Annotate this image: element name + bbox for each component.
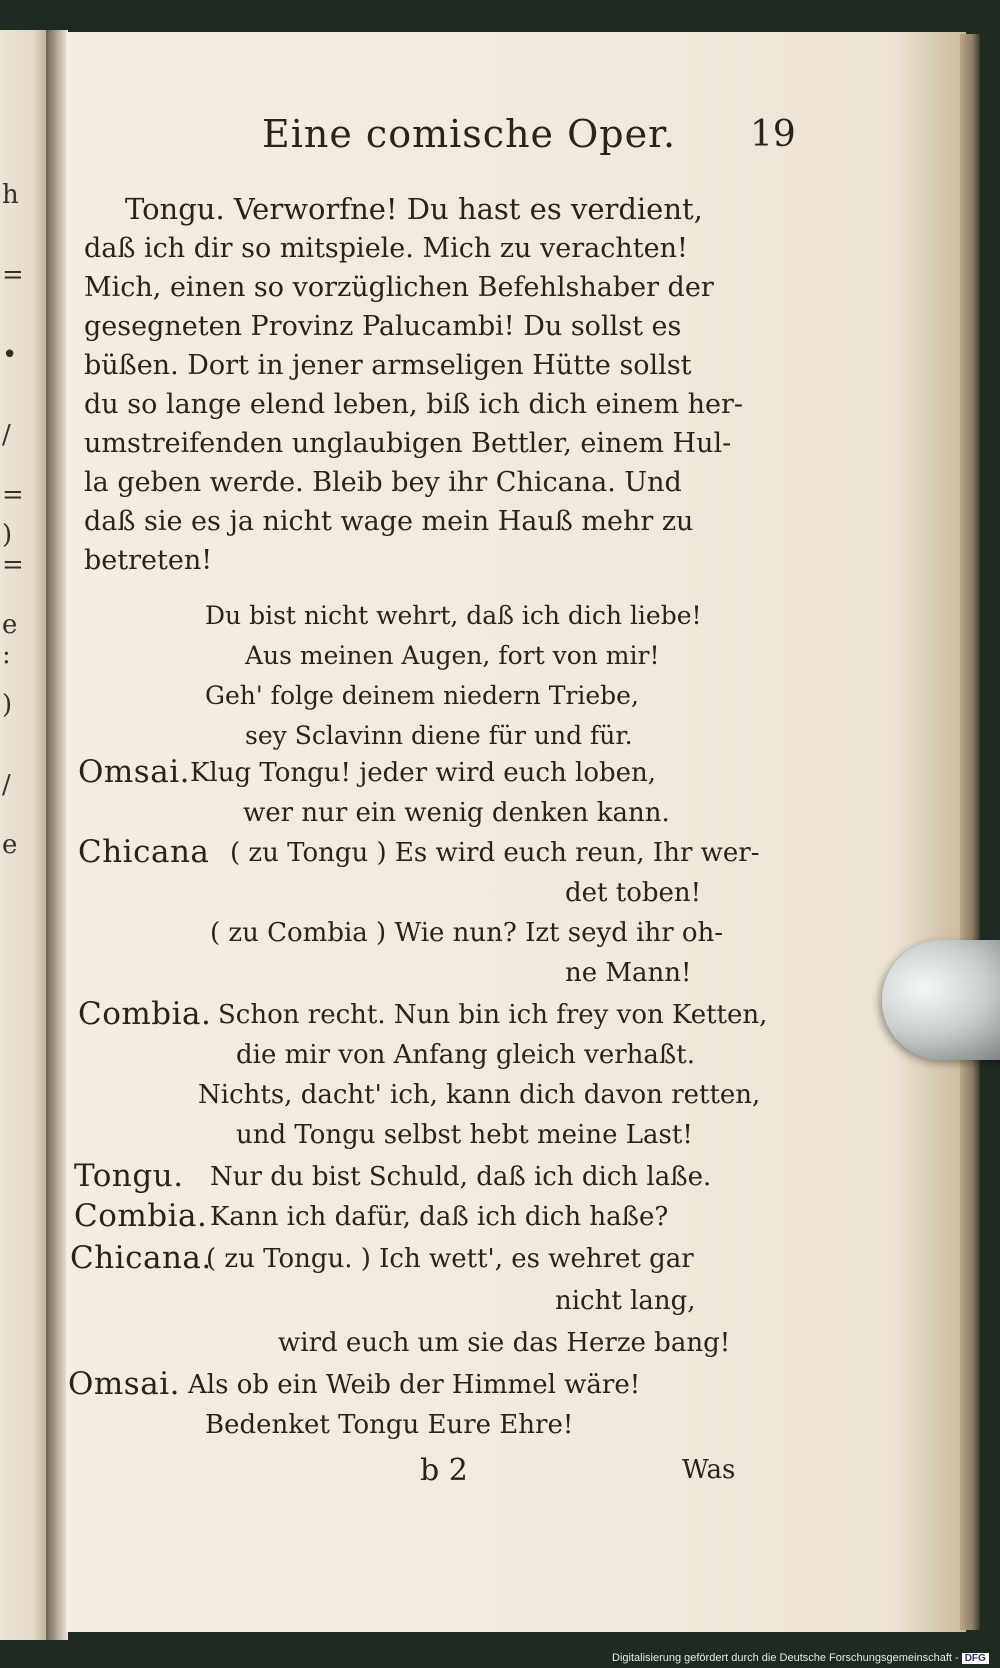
dfg-logo: DFG — [962, 1653, 989, 1664]
dialogue-line: Kann ich dafür, daß ich dich haße? — [210, 1202, 669, 1232]
left-leaf-fragment: h — [2, 180, 19, 210]
speaker-name: Chicana — [78, 834, 210, 870]
left-leaf-fragment: e — [2, 830, 18, 860]
speaker-name: Tongu. — [74, 1158, 184, 1194]
dialogue-line: und Tongu selbst hebt meine Last! — [236, 1120, 693, 1150]
dialogue-line: Nichts, dacht' ich, kann dich davon retten, — [198, 1080, 761, 1110]
adjacent-page-edge — [0, 30, 48, 1640]
page-block-edge — [960, 34, 980, 1630]
dialogue-line: ( zu Tongu ) Es wird euch reun, Ihr wer- — [230, 838, 760, 868]
verse-line: Aus meinen Augen, fort von mir! — [245, 641, 660, 670]
signature-mark: b 2 — [420, 1453, 468, 1488]
left-leaf-fragment: / — [2, 770, 11, 800]
verse-line: Geh' folge deinem niedern Triebe, — [205, 681, 639, 710]
left-leaf-fragment: = — [2, 480, 24, 510]
running-title: Eine comische Oper. — [262, 112, 677, 156]
left-leaf-fragment: ) — [2, 520, 13, 550]
verse-line: Du bist nicht wehrt, daß ich dich liebe! — [205, 601, 702, 630]
left-leaf-fragment: e — [2, 610, 18, 640]
dialogue-line: ( zu Tongu. ) Ich wett', es wehret gar — [206, 1244, 694, 1274]
left-leaf-fragment: / — [2, 420, 11, 450]
page-clip — [882, 940, 1000, 1060]
verse-line: sey Sclavinn diene für und für. — [245, 721, 633, 750]
dialogue-line: nicht lang, — [555, 1286, 696, 1316]
prose-line: betreten! — [84, 545, 213, 576]
left-leaf-fragment: ) — [2, 690, 13, 720]
prose-line: umstreifenden unglaubigen Bettler, einem Hul- — [84, 428, 732, 459]
dialogue-line: die mir von Anfang gleich verhaßt. — [236, 1040, 695, 1070]
speaker-name: Omsai. — [78, 754, 190, 790]
dialogue-line: Bedenket Tongu Eure Ehre! — [205, 1410, 574, 1440]
prose-line: Mich, einen so vorzüglichen Befehlshaber der — [84, 272, 714, 303]
dialogue-line: Als ob ein Weib der Himmel wäre! — [188, 1370, 641, 1400]
dialogue-line: Klug Tongu! jeder wird euch loben, — [190, 758, 657, 788]
dialogue-line: Nur du bist Schuld, daß ich dich laße. — [210, 1162, 712, 1192]
prose-line: daß sie es ja nicht wage mein Hauß mehr zu — [84, 506, 694, 537]
dialogue-line: wird euch um sie das Herze bang! — [278, 1328, 731, 1358]
speaker-name: Combia. — [74, 1198, 208, 1234]
prose-line: büßen. Dort in jener armseligen Hütte sollst — [84, 350, 692, 381]
left-leaf-fragment: : — [2, 640, 11, 670]
speaker-name: Omsai. — [68, 1366, 180, 1402]
prose-line: daß ich dir so mitspiele. Mich zu verachten! — [84, 233, 688, 264]
dialogue-line: ( zu Combia ) Wie nun? Izt seyd ihr oh- — [210, 918, 724, 948]
dialogue-line: Schon recht. Nun bin ich frey von Ketten, — [218, 1000, 768, 1030]
catchword: Was — [682, 1455, 736, 1485]
left-leaf-fragment: • — [2, 340, 18, 370]
dialogue-line: det toben! — [565, 878, 702, 908]
dialogue-line: wer nur ein wenig denken kann. — [243, 798, 670, 828]
speaker-name: Chicana. — [70, 1240, 212, 1276]
prose-line: la geben werde. Bleib bey ihr Chicana. Und — [84, 467, 682, 498]
left-leaf-fragment: = — [2, 260, 24, 290]
credit-text: Digitalisierung gefördert durch die Deutsche Forschungsgemeinschaft - — [612, 1652, 959, 1664]
page-number: 19 — [750, 114, 796, 155]
speaker-name: Combia. — [78, 996, 212, 1032]
prose-line: du so lange elend leben, biß ich dich einem her- — [84, 389, 744, 420]
digitization-credit — [612, 1652, 989, 1664]
dialogue-line: ne Mann! — [565, 958, 692, 988]
prose-line: Tongu. Verworfne! Du hast es verdient, — [125, 192, 703, 226]
binding-gutter — [46, 30, 68, 1640]
prose-line: gesegneten Provinz Palucambi! Du sollst es — [84, 311, 682, 342]
left-leaf-fragment: = — [2, 550, 24, 580]
